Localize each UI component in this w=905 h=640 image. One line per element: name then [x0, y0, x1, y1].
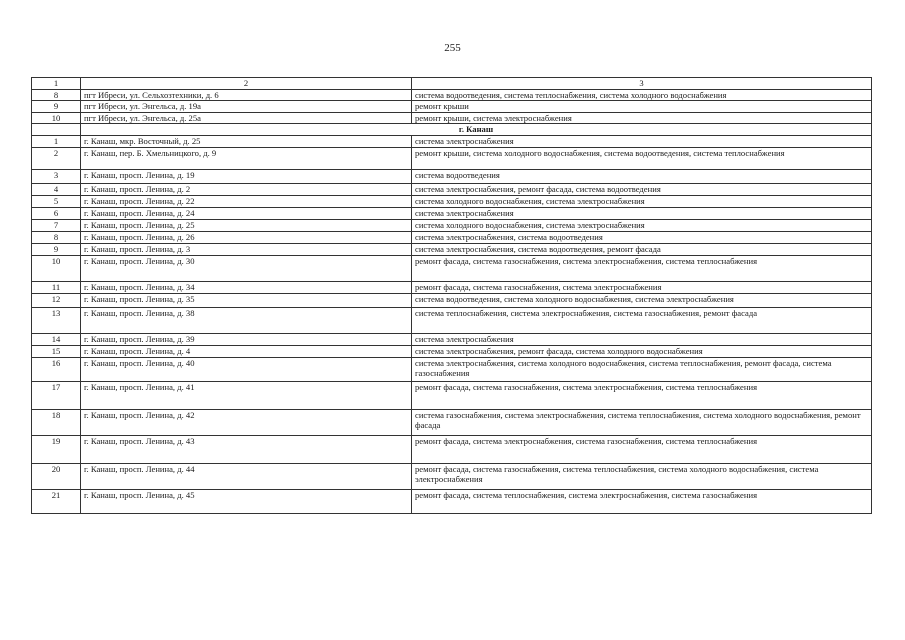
row-address: г. Канаш, просп. Ленина, д. 25 — [81, 219, 412, 231]
row-address: г. Канаш, просп. Ленина, д. 2 — [81, 183, 412, 195]
row-works: система электроснабжения — [412, 135, 872, 147]
table-row — [32, 169, 872, 183]
row-number: 8 — [32, 231, 81, 243]
table-row — [32, 195, 872, 207]
row-works: ремонт фасада, система газоснабжения, система электроснабжения — [412, 281, 872, 293]
table-header-row — [32, 78, 872, 90]
row-address: г. Канаш, просп. Ленина, д. 30 — [81, 255, 412, 281]
row-number: 6 — [32, 207, 81, 219]
row-address: г. Канаш, просп. Ленина, д. 22 — [81, 195, 412, 207]
row-address: г. Канаш, пер. Б. Хмельницкого, д. 9 — [81, 147, 412, 169]
table-row — [32, 281, 872, 293]
table-row — [32, 147, 872, 169]
row-number: 10 — [32, 112, 81, 124]
row-number: 8 — [32, 89, 81, 101]
table-row — [32, 409, 872, 435]
row-address: г. Канаш, просп. Ленина, д. 39 — [81, 333, 412, 345]
row-works: ремонт крыши, система холодного водоснабжения, система водоотведения, система теплоснабжения — [412, 147, 872, 169]
table-row — [32, 345, 872, 357]
row-address: г. Канаш, просп. Ленина, д. 19 — [81, 169, 412, 183]
repair-register-table — [31, 77, 872, 514]
row-works: система электроснабжения, ремонт фасада, система водоотведения — [412, 183, 872, 195]
row-number: 7 — [32, 219, 81, 231]
table-row — [32, 307, 872, 333]
table-row — [32, 381, 872, 409]
column-header-number: 1 — [32, 78, 81, 90]
row-address: г. Канаш, просп. Ленина, д. 42 — [81, 409, 412, 435]
row-address: г. Канаш, просп. Ленина, д. 43 — [81, 435, 412, 463]
table-row — [32, 231, 872, 243]
row-works: система электроснабжения, ремонт фасада, система холодного водоснабжения — [412, 345, 872, 357]
table-row — [32, 435, 872, 463]
row-works: ремонт крыши — [412, 101, 872, 113]
section-title: г. Канаш — [81, 124, 872, 136]
table-row — [32, 489, 872, 513]
row-number: 1 — [32, 135, 81, 147]
row-number: 11 — [32, 281, 81, 293]
table-body — [32, 78, 872, 514]
row-number: 5 — [32, 195, 81, 207]
row-number: 9 — [32, 243, 81, 255]
row-address: г. Канаш, просп. Ленина, д. 35 — [81, 293, 412, 307]
row-number: 16 — [32, 357, 81, 381]
row-works: система электроснабжения, система водоотведения, ремонт фасада — [412, 243, 872, 255]
table-row — [32, 135, 872, 147]
row-number: 3 — [32, 169, 81, 183]
row-number: 9 — [32, 101, 81, 113]
table-row — [32, 463, 872, 489]
row-address: г. Канаш, просп. Ленина, д. 45 — [81, 489, 412, 513]
row-works: система газоснабжения, система электроснабжения, система теплоснабжения, система холодного водоснабжения, ремонт фасада — [412, 409, 872, 435]
table-row — [32, 101, 872, 113]
row-works: система электроснабжения, система водоотведения — [412, 231, 872, 243]
row-number: 13 — [32, 307, 81, 333]
row-address: г. Канаш, просп. Ленина, д. 4 — [81, 345, 412, 357]
row-address: г. Канаш, просп. Ленина, д. 34 — [81, 281, 412, 293]
section-blank — [32, 124, 81, 136]
table-row — [32, 333, 872, 345]
row-address: г. Канаш, просп. Ленина, д. 24 — [81, 207, 412, 219]
row-number: 19 — [32, 435, 81, 463]
table-row — [32, 112, 872, 124]
row-works: система водоотведения, система теплоснабжения, система холодного водоснабжения — [412, 89, 872, 101]
row-works: система водоотведения — [412, 169, 872, 183]
table-row — [32, 89, 872, 101]
row-number: 18 — [32, 409, 81, 435]
table-row — [32, 183, 872, 195]
row-address: г. Канаш, просп. Ленина, д. 26 — [81, 231, 412, 243]
row-address: пгт Ибреси, ул. Энгельса, д. 19а — [81, 101, 412, 113]
row-number: 15 — [32, 345, 81, 357]
row-number: 21 — [32, 489, 81, 513]
row-address: г. Канаш, просп. Ленина, д. 3 — [81, 243, 412, 255]
table-row — [32, 357, 872, 381]
row-address: г. Канаш, мкр. Восточный, д. 25 — [81, 135, 412, 147]
column-header-address: 2 — [81, 78, 412, 90]
row-works: ремонт фасада, система теплоснабжения, система электроснабжения, система газоснабжения — [412, 489, 872, 513]
row-works: ремонт фасада, система газоснабжения, система электроснабжения, система теплоснабжения — [412, 381, 872, 409]
row-address: г. Канаш, просп. Ленина, д. 41 — [81, 381, 412, 409]
row-number: 12 — [32, 293, 81, 307]
row-number: 10 — [32, 255, 81, 281]
row-number: 20 — [32, 463, 81, 489]
row-works: система холодного водоснабжения, система электроснабжения — [412, 195, 872, 207]
row-number: 2 — [32, 147, 81, 169]
page-number: 255 — [444, 42, 461, 54]
table-row — [32, 243, 872, 255]
row-works: система электроснабжения — [412, 333, 872, 345]
row-works: ремонт фасада, система электроснабжения, система газоснабжения, система теплоснабжения — [412, 435, 872, 463]
row-address: пгт Ибреси, ул. Сельхозтехники, д. 6 — [81, 89, 412, 101]
row-address: пгт Ибреси, ул. Энгельса, д. 25а — [81, 112, 412, 124]
row-number: 14 — [32, 333, 81, 345]
row-address: г. Канаш, просп. Ленина, д. 40 — [81, 357, 412, 381]
column-header-works: 3 — [412, 78, 872, 90]
section-row — [32, 124, 872, 136]
row-works: ремонт фасада, система газоснабжения, система электроснабжения, система теплоснабжения — [412, 255, 872, 281]
row-works: ремонт фасада, система газоснабжения, система теплоснабжения, система холодного водоснабжения, система электроснабжения — [412, 463, 872, 489]
row-works: система водоотведения, система холодного водоснабжения, система электроснабжения — [412, 293, 872, 307]
row-works: система электроснабжения — [412, 207, 872, 219]
row-address: г. Канаш, просп. Ленина, д. 44 — [81, 463, 412, 489]
table-row — [32, 293, 872, 307]
row-works: ремонт крыши, система электроснабжения — [412, 112, 872, 124]
row-number: 17 — [32, 381, 81, 409]
table-row — [32, 207, 872, 219]
row-works: система электроснабжения, система холодного водоснабжения, система теплоснабжения, ремонт фасада, система газоснабжения — [412, 357, 872, 381]
table-row — [32, 219, 872, 231]
row-address: г. Канаш, просп. Ленина, д. 38 — [81, 307, 412, 333]
row-works: система теплоснабжения, система электроснабжения, система газоснабжения, ремонт фасада — [412, 307, 872, 333]
row-works: система холодного водоснабжения, система электроснабжения — [412, 219, 872, 231]
table-row — [32, 255, 872, 281]
row-number: 4 — [32, 183, 81, 195]
